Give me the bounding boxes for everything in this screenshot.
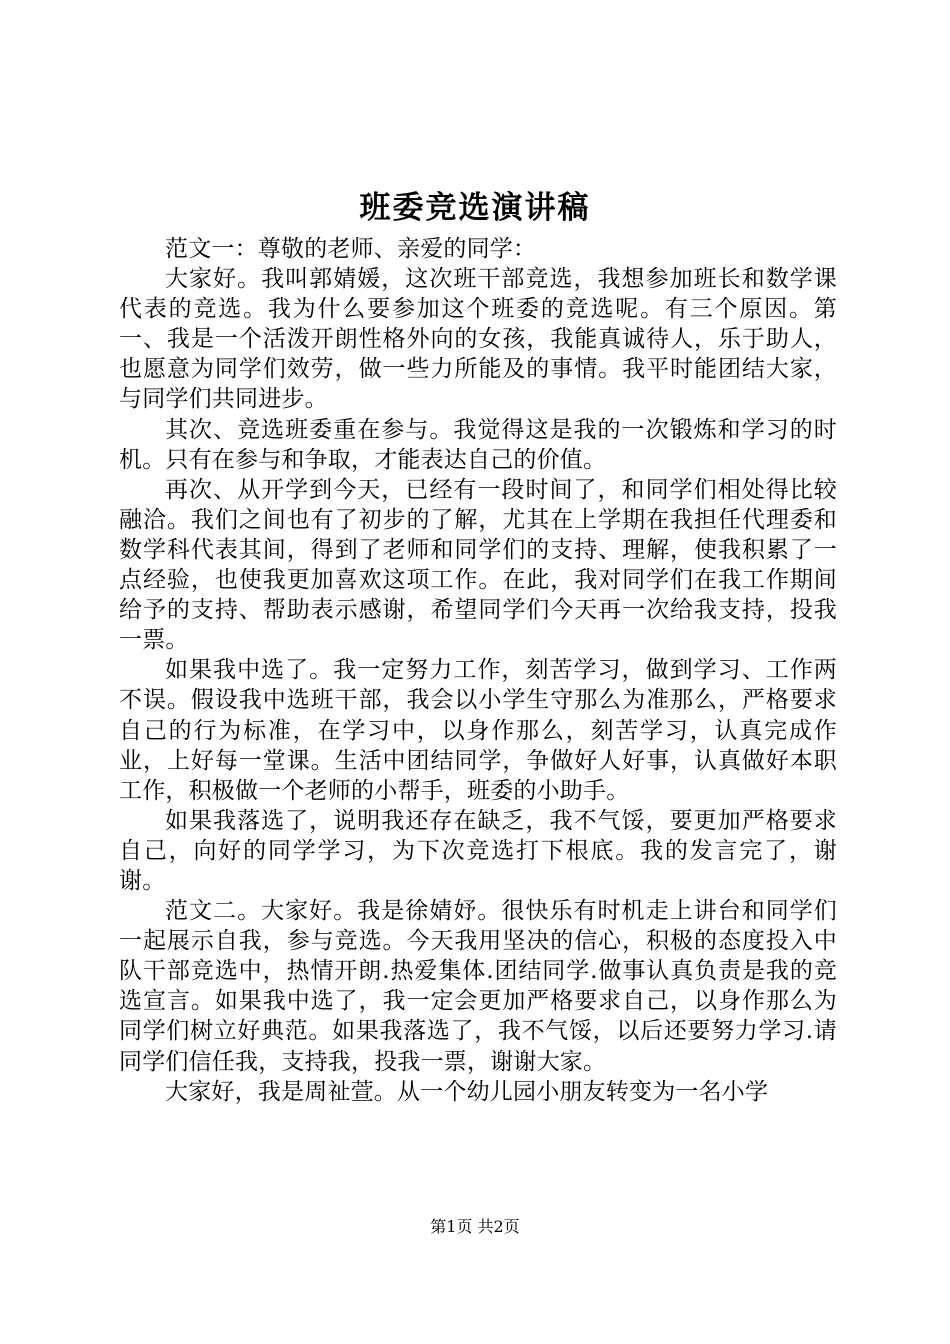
page-title: 班委竞选演讲稿 (359, 190, 591, 226)
paragraph: 大家好。我叫郭婧媛，这次班干部竞选，我想参加班长和数学课代表的竞选。我为什么要参加这个班委的竞选呢。有三个原因。第一、我是一个活泼开朗性格外向的女孩，我能真诚待人，乐于助人，也愿意为同学们效劳，做一些力所能及的事情。我平时能团结大家，与同学们共同进步。 (119, 266, 837, 413)
page-footer: 第1页 共2页 (430, 1217, 520, 1236)
paragraph: 如果我中选了。我一定努力工作，刻苦学习，做到学习、工作两不误。假设我中选班干部，我会以小学生守那么为准那么，严格要求自己的行为标准，在学习中，以身作那么，刻苦学习，认真完成作业，上好每一堂课。生活中团结同学，争做好人好事，认真做好本职工作，积极做一个老师的小帮手，班委的小助手。 (119, 657, 837, 804)
paragraph: 再次、从开学到今天，已经有一段时间了，和同学们相处得比较融洽。我们之间也有了初步的了解，尤其在上学期在我担任代理委和数学科代表其间，得到了老师和同学们的支持、理解，使我积累了一点经验，也使我更加喜欢这项工作。在此，我对同学们在我工作期间给予的支持、帮助表示感谢，希望同学们今天再一次给我支持，投我一票。 (119, 476, 837, 654)
document-body (119, 234, 837, 1107)
paragraph: 大家好，我是周祉萱。从一个幼儿园小朋友转变为一名小学 (165, 1078, 769, 1105)
paragraph: 范文二。大家好。我是徐婧妤。很快乐有时机走上讲台和同学们一起展示自我，参与竞选。今天我用坚决的信心，积极的态度投入中队干部竞选中，热情开朗.热爱集体.团结同学.做事认真负责是我的竞选宣言。如果我中选了，我一定会更加严格要求自己，以身作那么为同学们树立好典范。如果我落选了，我不气馁，以后还要努力学习.请同学们信任我，支持我，投我一票，谢谢大家。 (119, 898, 837, 1075)
paragraph: 如果我落选了，说明我还存在缺乏，我不气馁，要更加严格要求自己，向好的同学学习，为下次竞选打下根底。我的发言完了，谢谢。 (119, 807, 837, 894)
paragraph: 其次、竞选班委重在参与。我觉得这是我的一次锻炼和学习的时机。只有在参与和争取，才能表达自己的价值。 (119, 416, 837, 473)
paragraph: 范文一：尊敬的老师、亲爱的同学： (165, 236, 537, 262)
